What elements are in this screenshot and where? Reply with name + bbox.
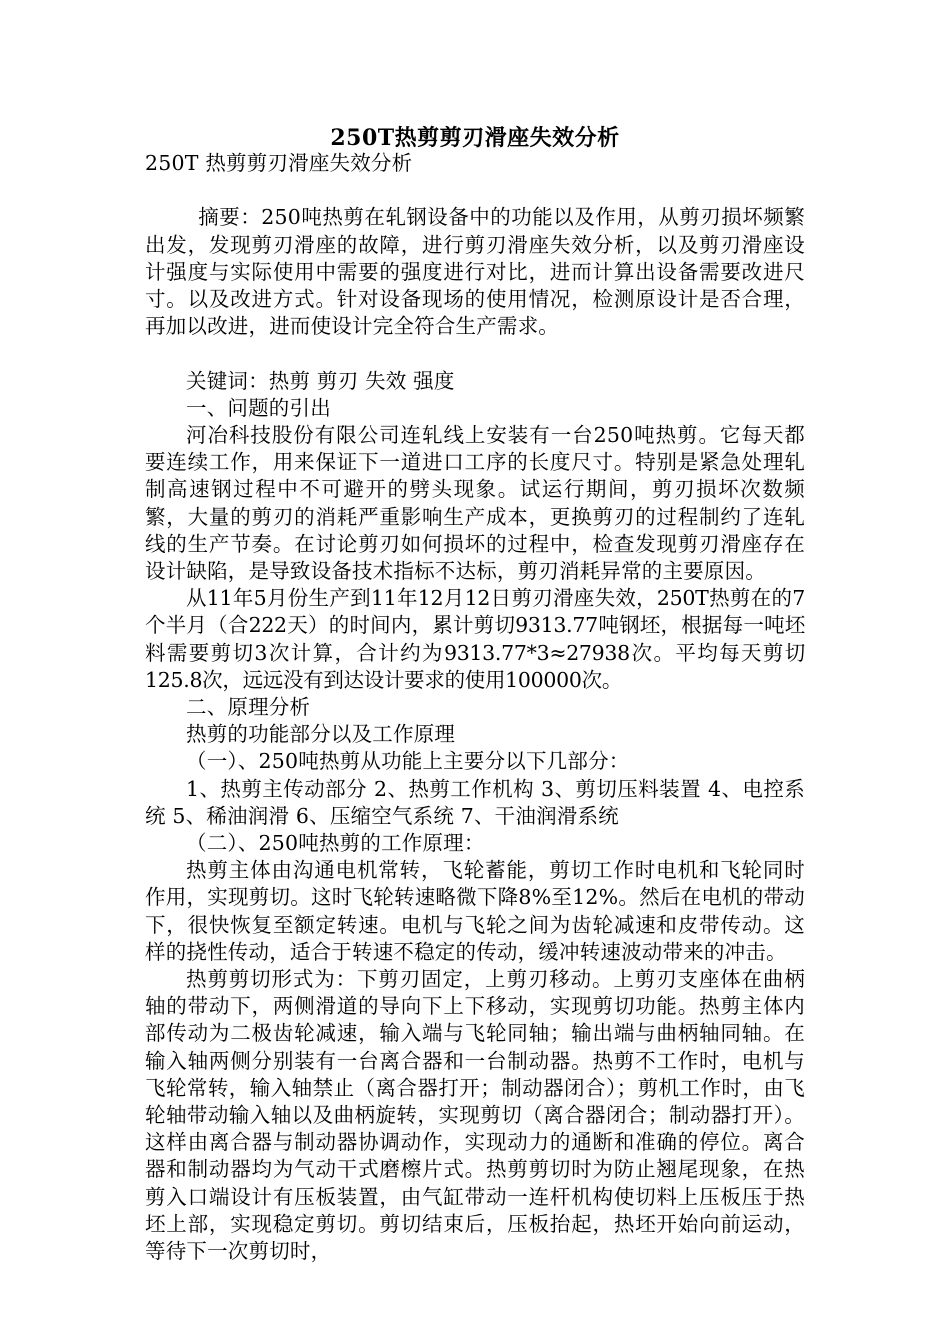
body-paragraph-1: 河冶科技股份有限公司连轧线上安装有一台250吨热剪。它每天都要连续工作，用来保证下一道进口工序的长度尺寸。特别是紧急处理轧制高速钢过程中不可避开的劈头现象。试运行期间，剪刃损坏次数频繁，大量的剪刃的消耗严重影响生产成本，更换剪刃的过程制约了连轧线的生产节奏。在讨论剪刃如何损坏的过程中，检查发现剪刃滑座存在设计缺陷，是导致设备技术指标不达标，剪刃消耗异常的主要原因。: [145, 423, 805, 584]
section-heading-2: 二、原理分析: [186, 695, 311, 720]
body-paragraph-3: 热剪的功能部分以及工作原理: [186, 722, 456, 747]
body-paragraph-6: 热剪剪切形式为：下剪刃固定，上剪刃移动。上剪刃支座体在曲柄轴的带动下，两侧滑道的导向下上下移动，实现剪切功能。热剪主体内部传动为二极齿轮减速，输入端与飞轮同轴；输出端与曲柄轴同轴。在输入轴两侧分别装有一台离合器和一台制动器。热剪不工作时，电机与飞轮常转，输入轴禁止（离合器打开；制动器闭合）；剪机工作时，由飞轮轴带动输入轴以及曲柄旋转，实现剪切（离合器闭合；制动器打开）。这样由离合器与制动器协调动作，实现动力的通断和准确的停位。离合器和制动器均为气动干式磨檫片式。热剪剪切时为防止翘尾现象，在热剪入口端设计有压板装置，由气缸带动一连杆机构使切料上压板压于热坯上部，实现稳定剪切。剪切结束后，压板抬起，热坯开始向前运动，等待下一次剪切时，: [145, 967, 805, 1264]
document-title: 250T热剪剪刃滑座失效分析: [330, 125, 620, 151]
blank-line: [145, 340, 805, 367]
abstract-paragraph: 摘要：250吨热剪在轧钢设备中的功能以及作用，从剪刃损坏频繁出发，发现剪刃滑座的故障，进行剪刃滑座失效分析，以及剪刃滑座设计强度与实际使用中需要的强度进行对比，进而计算出设备需要改进尺寸。以及改进方式。针对设备现场的使用情况，检测原设计是否合理，再加以改进，进而使设计完全符合生产需求。: [145, 205, 805, 339]
blank-line: [145, 177, 805, 204]
body-paragraph-4: 1、热剪主传动部分 2、热剪工作机构 3、剪切压料装置 4、电控系统 5、稀油润滑 6、压缩空气系统 7、干油润滑系统: [145, 776, 805, 828]
document-body: [145, 150, 805, 1265]
section-heading-1: 一、问题的引出: [186, 395, 331, 420]
document-subtitle: 250T 热剪剪刃滑座失效分析: [145, 151, 413, 175]
body-paragraph-5: 热剪主体由沟通电机常转，飞轮蓄能，剪切工作时电机和飞轮同时作用，实现剪切。这时飞轮转速略微下降8%至12%。然后在电机的带动下，很快恢复至额定转速。电机与飞轮之间为齿轮减速和皮带传动。这样的挠性传动，适合于转速不稳定的传动，缓冲转速波动带来的冲击。: [145, 858, 805, 964]
subsection-heading-1: （一）、250吨热剪从功能上主要分以下几部分：: [186, 749, 630, 774]
body-paragraph-2: 从11年5月份生产到11年12月12日剪刃滑座失效，250T热剪在的7个半月（合222天）的时间内，累计剪切9313.77吨钢坯，根据每一吨坯料需要剪切3次计算，合计约为9313.77*3≈27938次。平均每天剪切125.8次，远远没有到达设计要求的使用100000次。: [145, 586, 805, 692]
keywords-line: 关键词：热剪 剪刃 失效 强度: [186, 368, 455, 393]
subsection-heading-2: （二）、250吨热剪的工作原理：: [186, 831, 485, 856]
